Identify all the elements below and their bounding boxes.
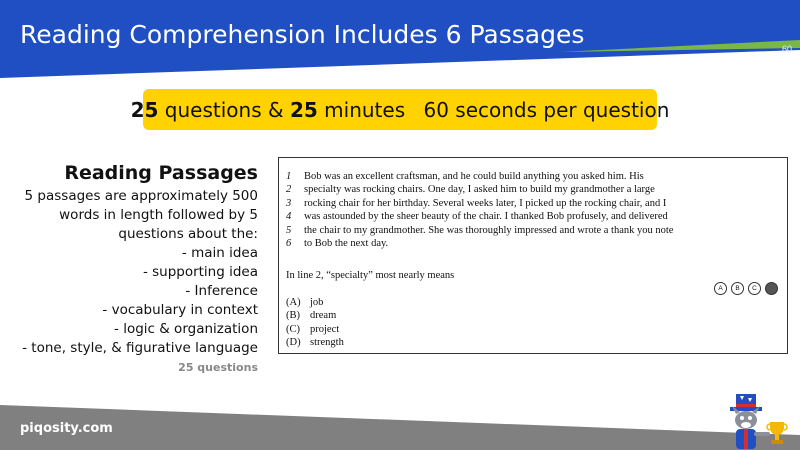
answer-bubbles xyxy=(714,282,778,295)
page-title: Reading Comprehension Includes 6 Passages xyxy=(20,20,585,49)
passage-line xyxy=(286,224,673,237)
description-line: words in length followed by 5 xyxy=(59,207,258,223)
footer-background xyxy=(0,405,800,450)
topic-list xyxy=(20,244,258,358)
choice-letter: (B) xyxy=(286,310,300,322)
banner-text-2: minutes xyxy=(317,97,406,122)
answer-choices xyxy=(286,296,344,350)
answer-bubble-c[interactable]: C xyxy=(748,282,761,295)
passage-line xyxy=(286,210,673,223)
banner-text-1: questions & xyxy=(158,97,290,122)
passage-line xyxy=(286,170,673,183)
passage-line xyxy=(286,237,673,250)
topic-item: - Inference xyxy=(185,283,258,299)
footer-bar xyxy=(0,405,800,450)
answer-choice[interactable] xyxy=(286,336,344,349)
line-number: 2 xyxy=(286,184,292,196)
line-number: 5 xyxy=(286,224,292,236)
choice-text: strength xyxy=(310,337,344,349)
minute-count: 25 xyxy=(289,97,318,122)
choice-text: dream xyxy=(310,310,337,322)
choice-letter: (C) xyxy=(286,323,300,335)
banner-text-3: 60 seconds per question xyxy=(417,97,670,122)
line-number: 4 xyxy=(286,211,292,223)
line-number: 6 xyxy=(286,237,292,249)
topic-item: - supporting idea xyxy=(142,264,258,280)
slide-number: 60 xyxy=(781,44,792,54)
answer-bubble-a[interactable]: A xyxy=(714,282,727,295)
sample-passage xyxy=(278,157,788,354)
answer-choice[interactable] xyxy=(286,309,344,322)
site-link[interactable]: piqosity.com xyxy=(20,421,113,436)
line-text: to Bob the next day. xyxy=(304,237,389,249)
topic-item: - main idea xyxy=(181,245,258,261)
description-line: 5 passages are approximately 500 xyxy=(24,188,258,204)
description-line: questions about the: xyxy=(118,226,258,242)
choice-text: project xyxy=(310,323,340,335)
line-text: the chair to my grandmother. She was thoroughly impressed and wrote a thank you note xyxy=(304,224,674,236)
section-description xyxy=(20,187,258,244)
reading-passages-info xyxy=(20,160,258,376)
passage-lines xyxy=(286,170,673,250)
answer-bubble-d[interactable]: D xyxy=(765,282,778,295)
question-stem: In line 2, “specialty” most nearly means xyxy=(286,270,455,281)
choice-letter: (A) xyxy=(286,297,301,308)
line-number: 1 xyxy=(286,171,292,182)
line-text: rocking chair for her birthday. Several weeks later, I picked up the rocking chair, and I xyxy=(304,197,667,209)
question-count: 25 xyxy=(130,97,159,122)
line-text: was astounded by the sheer beauty of the chair. I thanked Bob profusely, and delivered xyxy=(304,211,668,223)
choice-text: job xyxy=(310,297,324,308)
passage-line xyxy=(286,197,673,210)
info-banner xyxy=(130,89,670,130)
answer-choice[interactable] xyxy=(286,296,344,309)
answer-choice[interactable] xyxy=(286,323,344,336)
choice-letter: (D) xyxy=(286,337,301,349)
answer-bubble-b[interactable]: B xyxy=(731,282,744,295)
question-count-label: 25 questions xyxy=(178,361,258,374)
topic-item: - logic & organization xyxy=(114,321,258,337)
line-text: Bob was an excellent craftsman, and he could build anything you asked him. His xyxy=(304,171,644,182)
line-text: specialty was rocking chairs. One day, I asked him to build my grandmother a large xyxy=(304,184,655,196)
line-number: 3 xyxy=(286,197,292,209)
topic-item: - vocabulary in context xyxy=(102,302,258,318)
passage-line xyxy=(286,183,673,196)
section-heading: Reading Passages xyxy=(64,162,258,184)
mascot-logo xyxy=(722,392,794,450)
topic-item: - tone, style, & figurative language xyxy=(22,340,258,356)
